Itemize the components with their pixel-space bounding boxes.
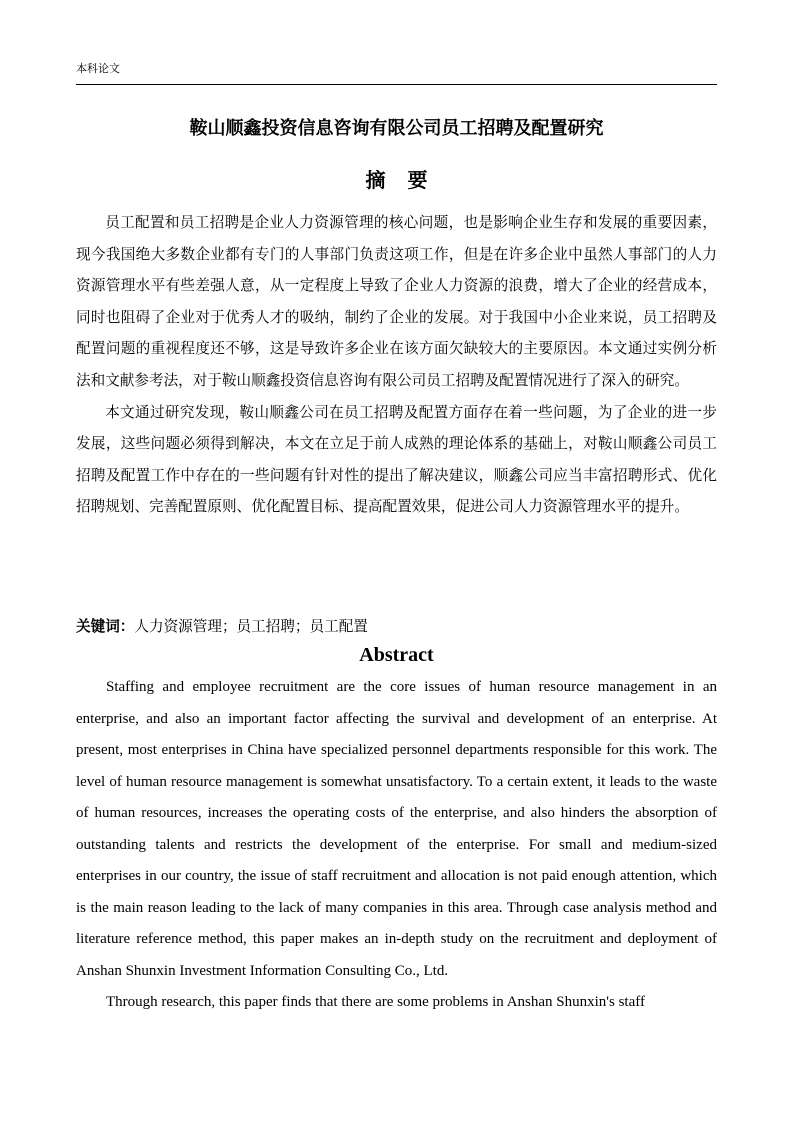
paper-title: 鞍山顺鑫投资信息咨询有限公司员工招聘及配置研究 [189,118,604,139]
keywords-text: 人力资源管理；员工招聘；员工配置 [134,618,368,635]
abstract-en-body [76,672,717,1019]
abstract-cn-paragraph-2: 本文通过研究发现，鞍山顺鑫公司在员工招聘及配置方面存在着一些问题，为了企业的进一步发展，这些问题必须得到解决，本文在立足于前人成熟的理论体系的基础上，对鞍山顺鑫公司员工招聘及配置工作中存在的一些问题有针对性的提出了解决建议，顺鑫公司应当丰富招聘形式、优化招聘规划、完善配置原则、优化配置目标、提高配置效果，促进公司人力资源管理水平的提升。 [76,403,717,516]
keywords-line [76,614,717,640]
abstract-cn-body [76,207,717,523]
abstract-cn-heading: 摘要 [365,168,450,192]
abstract-en-heading: Abstract [359,644,434,666]
abstract-en-paragraph-2: Through research, this paper finds that there are some problems in Anshan Shunxin's staff [106,994,645,1010]
keywords-label: 关键词： [76,618,135,635]
abstract-en-paragraph-1: Staffing and employee recruitment are the core issues of human resource management in an enterprise, and also an important factor affecting the survival and development of an enterprise. At present, most enterprises in China have specialized personnel departments responsible for this work. The level of human resource management is somewhat unsatisfactory. To a certain extent, it leads to the waste of human resources, increases the operating costs of the enterprise, and also hinders the absorption of outstanding talents and restricts the development of the enterprise. For small and medium-sized enterprises in our country, the issue of staff recruitment and allocation is not paid enough attention, which is the main reason leading to the lack of many companies in this area. Through case analysis method and literature reference method, this paper makes an in-depth study on the recruitment and deployment of Anshan Shunxin Investment Information Consulting Co., Ltd. [76,679,717,979]
abstract-cn-paragraph-1: 员工配置和员工招聘是企业人力资源管理的核心问题，也是影响企业生存和发展的重要因素，现今我国绝大多数企业都有专门的人事部门负责这项工作，但是在许多企业中虽然人事部门的人力资源管理水平有些差强人意，从一定程度上导致了企业人力资源的浪费，增大了企业的经营成本，同时也阻碍了企业对于优秀人才的吸纳，制约了企业的发展。对于我国中小企业来说，员工招聘及配置问题的重视程度还不够，这是导致许多企业在该方面欠缺较大的主要原因。本文通过实例分析法和文献参考法，对于鞍山顺鑫投资信息咨询有限公司员工招聘及配置情况进行了深入的研究。 [76,214,717,389]
running-header: 本科论文 [76,62,120,75]
header-rule [76,84,717,85]
